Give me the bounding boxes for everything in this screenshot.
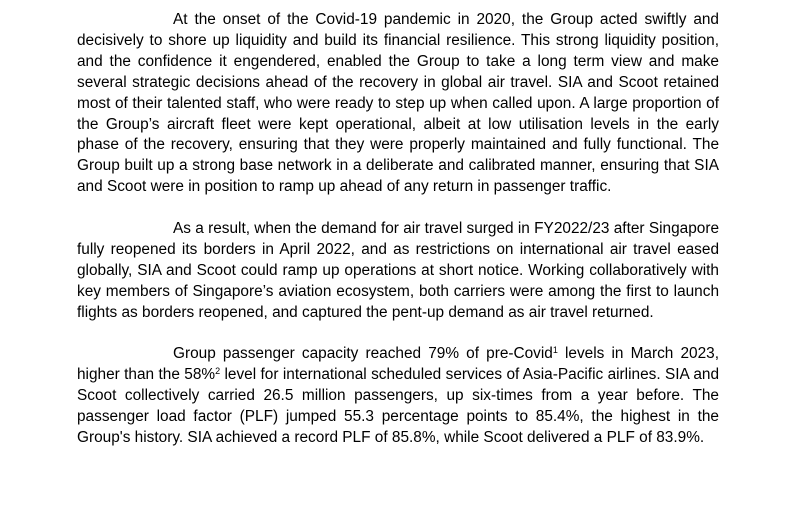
paragraph-capacity-plf — [77, 344, 719, 449]
paragraph-text: At the onset of the Covid-19 pandemic in 2020, the Group acted swiftly and decisively to shore up liquidity and build its financial resilience. This strong liquidity position, and the confidence it engendered, enabled the Group to take a long term view and make several strategic decisions ahead of the recovery in global air travel. SIA and Scoot retained most of their talented staff, who were ready to step up when called upon. A large proportion of the Group’s aircraft fleet were kept operational, albeit at low utilisation levels in the early phase of the recovery, ensuring that they were properly maintained and fully functional. The Group built up a strong base network in a deliberate and calibrated manner, ensuring that SIA and Scoot were in position to ramp up ahead of any return in passenger traffic. — [77, 11, 719, 196]
footnote-marker-1: 1 — [552, 345, 558, 356]
paragraph-liquidity — [77, 10, 719, 198]
paragraph-text: level for international scheduled services of Asia-Pacific airlines. SIA and Scoot collectively carried 26.5 million passengers, up six-times from a year before. The passenger load factor (PLF) jumped 55.3 percentage points to 85.4%, the highest in the Group's history. SIA achieved a record PLF of 85.8%, while Scoot delivered a PLF of 83.9%. — [77, 366, 720, 447]
paragraph-demand-surge — [77, 219, 719, 324]
paragraph-text: As a result, when the demand for air travel surged in FY2022/23 after Singapore fully reopened its borders in April 2022, and as restrictions on international air travel eased globally, SIA and Scoot could ramp up operations at short notice. Working collaboratively with key members of Singapore’s aviation ecosystem, both carriers were among the first to launch flights as borders reopened, and captured the pent-up demand as air travel returned. — [77, 220, 719, 321]
document-body — [77, 10, 719, 449]
paragraph-text: Group passenger capacity reached 79% of pre-Covid — [173, 345, 553, 363]
paragraph-text: levels in March 2023, higher than the 58% — [77, 345, 719, 384]
footnote-marker-2: 2 — [215, 366, 221, 377]
